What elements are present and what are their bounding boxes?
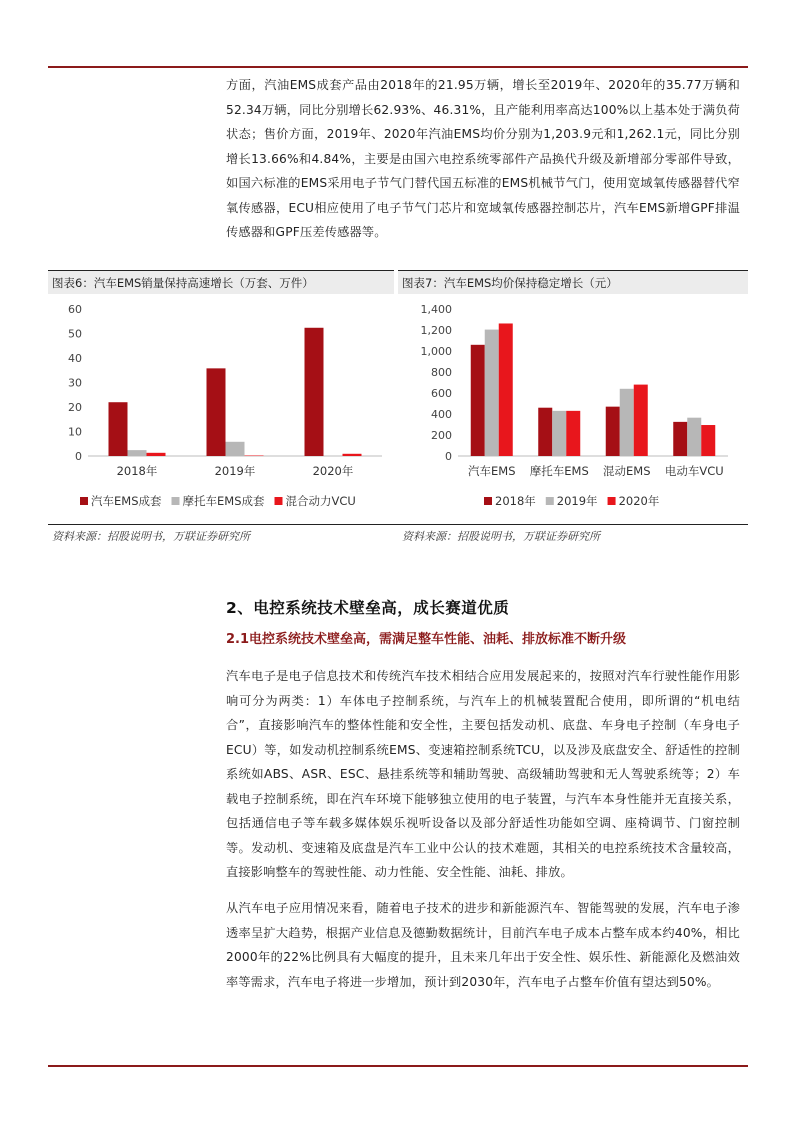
y-tick-label: 1,400 — [420, 303, 452, 316]
body-paragraph-2: 从汽车电子应用情况来看，随着电子技术的进步和新能源汽车、智能驾驶的发展，汽车电子渗透率呈扩大趋势，根据产业信息及德勤数据统计，目前汽车电子成本占整车成本约40%，相比2000年的22%比例具有大幅度的提升，且未来几年出于安全性、娱乐性、新能源化及燃油效率等需求，汽车电子将进一步增加，预计到2030年，汽车电子占整车价值有望达到50%。 — [226, 901, 740, 989]
figure-bottom-rule — [48, 524, 748, 525]
x-tick-label: 摩托车EMS — [529, 464, 589, 478]
bar-1-2 — [566, 411, 580, 456]
bar-0-1 — [485, 330, 499, 456]
y-tick-label: 400 — [431, 408, 452, 421]
legend-swatch — [172, 497, 180, 505]
legend-label: 汽车EMS成套 — [91, 494, 162, 508]
bar-1-0 — [538, 408, 552, 456]
header-rule — [48, 66, 748, 68]
bar-2-0 — [305, 328, 324, 456]
figure6-source: 资料来源：招股说明书，万联证券研究所 — [52, 530, 250, 543]
bar-3-2 — [701, 425, 715, 456]
bar-2-2 — [634, 385, 648, 456]
y-tick-label: 10 — [68, 425, 82, 439]
legend-swatch — [80, 497, 88, 505]
y-tick-label: 20 — [68, 401, 82, 414]
x-tick-label: 混动EMS — [603, 464, 651, 478]
legend-label: 2018年 — [495, 494, 536, 508]
legend-swatch — [484, 497, 492, 505]
x-tick-label: 2020年 — [312, 464, 354, 478]
ems-price-chart — [398, 296, 748, 522]
body-paragraph-1: 汽车电子是电子信息技术和传统汽车技术相结合应用发展起来的，按照对汽车行驶性能作用影响可分为两类：1）车体电子控制系统，与汽车上的机械装置配合使用，即所谓的“机电结合”，直接影响汽车的整体性能和安全性，主要包括发动机、底盘、车身电子控制（车身电子ECU）等，如发动机控制系统EMS、变速箱控制系统TCU，以及涉及底盘安全、舒适性的控制系统如ABS、ASR、ESC、悬挂系统等和辅助驾驶、高级辅助驾驶和无人驾驶系统等；2）车载电子控制系统，即在汽车环境下能够独立使用的电子装置，与汽车本身性能并无直接关系，包括通信电子等车载多媒体娱乐视听设备以及部分舒适性功能如空调、座椅调节、门窗控制等。发动机、变速箱及底盘是汽车工业中公认的技术难题，其相关的电控系统技术含量较高，直接影响整车的驾驶性能、动力性能、安全性能、油耗、排放。 — [226, 669, 740, 879]
bar-0-2 — [147, 453, 166, 456]
legend-swatch — [275, 497, 283, 505]
x-tick-label: 电动车VCU — [664, 464, 724, 478]
y-tick-label: 600 — [431, 387, 452, 400]
y-tick-label: 1,200 — [420, 324, 452, 337]
bar-0-0 — [471, 345, 485, 456]
bar-3-1 — [687, 418, 701, 456]
bar-0-1 — [128, 450, 147, 456]
y-tick-label: 0 — [75, 450, 82, 463]
bar-3-0 — [673, 422, 687, 456]
legend-swatch — [546, 497, 554, 505]
bar-1-1 — [552, 411, 566, 456]
y-tick-label: 1,000 — [420, 345, 452, 358]
footer-rule — [48, 1065, 748, 1067]
ems-sales-chart — [48, 296, 394, 522]
legend-label: 2019年 — [556, 494, 598, 508]
y-tick-label: 0 — [445, 450, 452, 463]
bar-1-1 — [226, 442, 245, 456]
bar-0-2 — [499, 323, 513, 456]
legend-label: 混合动力VCU — [285, 494, 356, 508]
bar-2-2 — [343, 454, 362, 456]
section-subheading: 2.1电控系统技术壁垒高，需满足整车性能、油耗、排放标准不断升级 — [226, 632, 627, 647]
y-tick-label: 800 — [431, 366, 452, 379]
figure7-title: 图表7：汽车EMS均价保持稳定增长（元） — [398, 270, 748, 294]
y-tick-label: 60 — [68, 303, 82, 316]
figure7-source: 资料来源：招股说明书，万联证券研究所 — [402, 530, 600, 543]
legend-swatch — [608, 497, 616, 505]
legend-label: 摩托车EMS成套 — [182, 494, 265, 508]
x-tick-label: 2019年 — [214, 464, 256, 478]
x-tick-label: 汽车EMS — [468, 464, 516, 478]
bar-2-0 — [606, 407, 620, 456]
bar-0-0 — [109, 402, 128, 456]
intro-paragraph: 方面，汽油EMS成套产品由2018年的21.95万辆，增长至2019年、2020年的35.77万辆和52.34万辆，同比分别增长62.93%、46.31%，且产能利用率高达100%以上基本处于满负荷状态；售价方面，2019年、2020年汽油EMS均价分别为1,203.9元和1,262.1元，同比分别增长13.66%和4.84%，主要是由国六电控系统零部件产品换代升级及新增部分零部件导致，如国六标准的EMS采用电子节气门替代国五标准的EMS机械节气门，使用宽域氧传感器替代窄氧传感器，ECU相应使用了电子节气门芯片和宽域氧传感器控制芯片，汽车EMS新增GPF排温传感器和GPF压差传感器等。 — [226, 78, 740, 239]
bar-2-1 — [620, 389, 634, 456]
y-tick-label: 30 — [68, 376, 82, 390]
y-tick-label: 40 — [68, 352, 82, 365]
section-heading: 2、电控系统技术壁垒高，成长赛道优质 — [226, 599, 510, 617]
y-tick-label: 50 — [68, 327, 82, 341]
bar-1-0 — [207, 368, 226, 456]
figure6-title: 图表6：汽车EMS销量保持高速增长（万套、万件） — [48, 270, 394, 294]
y-tick-label: 200 — [431, 429, 452, 442]
x-tick-label: 2018年 — [116, 464, 158, 478]
legend-label: 2020年 — [618, 494, 660, 508]
